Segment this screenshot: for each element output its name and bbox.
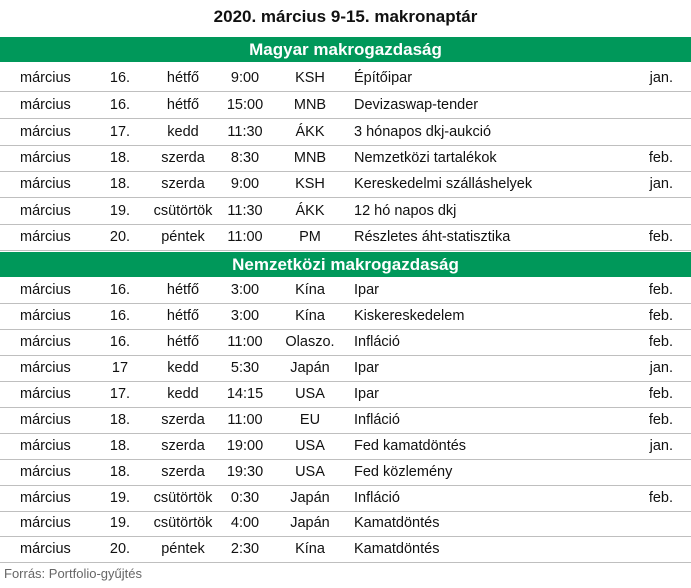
cell-month: március bbox=[20, 438, 71, 454]
table-row bbox=[0, 408, 691, 434]
cell-source: USA bbox=[295, 438, 325, 454]
cell-period: feb. bbox=[648, 308, 673, 324]
cell-month: március bbox=[20, 150, 71, 166]
cell-weekday: kedd bbox=[167, 386, 199, 402]
cell-event: Fed közlemény bbox=[354, 464, 453, 480]
table-row bbox=[0, 537, 691, 563]
cell-weekday: hétfő bbox=[166, 70, 200, 86]
cell-weekday: szerda bbox=[161, 150, 205, 166]
cell-day: 16. bbox=[109, 70, 131, 86]
cell-weekday: hétfő bbox=[166, 308, 200, 324]
cell-source: Olaszo. bbox=[285, 334, 335, 350]
cell-month: március bbox=[20, 229, 71, 245]
cell-event: Infláció bbox=[354, 334, 400, 350]
cell-weekday: péntek bbox=[161, 541, 205, 557]
cell-time: 2:30 bbox=[230, 541, 260, 557]
cell-weekday: szerda bbox=[161, 438, 205, 454]
table-row bbox=[0, 460, 691, 486]
section-header-international: Nemzetközi makrogazdaság bbox=[0, 252, 691, 277]
cell-day: 20. bbox=[109, 541, 131, 557]
cell-source: Japán bbox=[290, 360, 330, 376]
cell-event: Devizaswap-tender bbox=[354, 97, 479, 113]
cell-event: 3 hónapos dkj-aukció bbox=[354, 124, 492, 140]
table-row bbox=[0, 511, 691, 537]
cell-weekday: szerda bbox=[161, 464, 205, 480]
cell-source: USA bbox=[295, 464, 325, 480]
cell-month: március bbox=[20, 282, 71, 298]
cell-day: 18. bbox=[109, 176, 131, 192]
cell-month: március bbox=[20, 97, 71, 113]
cell-day: 17 bbox=[111, 360, 129, 376]
cell-time: 11:30 bbox=[227, 124, 263, 140]
cell-weekday: kedd bbox=[167, 360, 199, 376]
cell-weekday: kedd bbox=[167, 124, 199, 140]
cell-month: március bbox=[20, 70, 71, 86]
cell-source: Kína bbox=[295, 282, 325, 298]
cell-weekday: péntek bbox=[161, 229, 205, 245]
cell-source: Japán bbox=[290, 490, 330, 506]
cell-event: Kiskereskedelem bbox=[354, 308, 465, 324]
cell-period: jan. bbox=[649, 176, 673, 192]
table-row bbox=[0, 486, 691, 512]
table-row bbox=[0, 434, 691, 460]
cell-period: feb. bbox=[648, 490, 673, 506]
cell-month: március bbox=[20, 515, 71, 531]
cell-period: feb. bbox=[648, 412, 673, 428]
cell-weekday: csütörtök bbox=[153, 515, 213, 531]
cell-source: Japán bbox=[290, 515, 330, 531]
table-row bbox=[0, 356, 691, 382]
cell-day: 18. bbox=[109, 464, 131, 480]
table-row bbox=[0, 146, 691, 172]
cell-event: Építőipar bbox=[354, 70, 413, 86]
cell-time: 19:30 bbox=[226, 464, 264, 480]
cell-day: 20. bbox=[109, 229, 131, 245]
cell-period: jan. bbox=[649, 360, 673, 376]
cell-month: március bbox=[20, 412, 71, 428]
cell-time: 19:00 bbox=[226, 438, 264, 454]
cell-period: feb. bbox=[648, 229, 673, 245]
cell-time: 8:30 bbox=[230, 150, 260, 166]
cell-day: 16. bbox=[109, 282, 131, 298]
cell-day: 16. bbox=[109, 334, 131, 350]
cell-day: 18. bbox=[109, 412, 131, 428]
cell-day: 16. bbox=[109, 308, 131, 324]
cell-period: feb. bbox=[648, 386, 673, 402]
cell-event: Ipar bbox=[354, 386, 379, 402]
cell-month: március bbox=[20, 308, 71, 324]
cell-source: KSH bbox=[295, 70, 325, 86]
cell-month: március bbox=[20, 464, 71, 480]
cell-day: 18. bbox=[109, 150, 131, 166]
table-row bbox=[0, 120, 691, 146]
cell-period: jan. bbox=[649, 70, 673, 86]
table-row bbox=[0, 172, 691, 198]
cell-event: Kamatdöntés bbox=[354, 541, 440, 557]
cell-weekday: csütörtök bbox=[153, 203, 213, 219]
cell-event: Nemzetközi tartalékok bbox=[354, 150, 497, 166]
cell-time: 5:30 bbox=[230, 360, 260, 376]
cell-month: március bbox=[20, 386, 71, 402]
section-header-hungarian: Magyar makrogazdaság bbox=[0, 37, 691, 62]
cell-period: feb. bbox=[648, 150, 673, 166]
cell-day: 19. bbox=[109, 490, 131, 506]
cell-month: március bbox=[20, 360, 71, 376]
cell-source: ÁKK bbox=[295, 124, 325, 140]
cell-time: 3:00 bbox=[230, 308, 260, 324]
cell-event: Kereskedelmi szálláshelyek bbox=[354, 176, 533, 192]
cell-event: Infláció bbox=[354, 412, 400, 428]
cell-source: USA bbox=[295, 386, 325, 402]
table-row bbox=[0, 382, 691, 408]
cell-period: jan. bbox=[649, 438, 673, 454]
cell-event: Ipar bbox=[354, 360, 379, 376]
source-note: Forrás: Portfolio-gyűjtés bbox=[4, 566, 142, 581]
cell-time: 9:00 bbox=[230, 176, 260, 192]
cell-source: MNB bbox=[293, 97, 327, 113]
cell-weekday: hétfő bbox=[166, 282, 200, 298]
cell-month: március bbox=[20, 124, 71, 140]
table-row bbox=[0, 199, 691, 225]
cell-event: Infláció bbox=[354, 490, 400, 506]
table-row bbox=[0, 330, 691, 356]
cell-month: március bbox=[20, 203, 71, 219]
cell-source: MNB bbox=[293, 150, 327, 166]
cell-month: március bbox=[20, 176, 71, 192]
table-row bbox=[0, 66, 691, 92]
cell-time: 4:00 bbox=[230, 515, 260, 531]
cell-time: 11:00 bbox=[227, 229, 263, 245]
table-row bbox=[0, 93, 691, 119]
cell-event: Ipar bbox=[354, 282, 379, 298]
cell-source: KSH bbox=[295, 176, 325, 192]
cell-event: Részletes áht-statisztika bbox=[354, 229, 511, 245]
cell-source: ÁKK bbox=[295, 203, 325, 219]
cell-time: 11:00 bbox=[227, 412, 263, 428]
cell-weekday: hétfő bbox=[166, 334, 200, 350]
cell-time: 0:30 bbox=[230, 490, 260, 506]
cell-day: 19. bbox=[109, 515, 131, 531]
cell-time: 15:00 bbox=[226, 97, 264, 113]
cell-period: feb. bbox=[648, 282, 673, 298]
cell-event: 12 hó napos dkj bbox=[354, 203, 457, 219]
cell-day: 19. bbox=[109, 203, 131, 219]
cell-period: feb. bbox=[648, 334, 673, 350]
cell-event: Kamatdöntés bbox=[354, 515, 440, 531]
cell-source: EU bbox=[299, 412, 321, 428]
cell-day: 16. bbox=[109, 97, 131, 113]
table-row bbox=[0, 304, 691, 330]
cell-time: 3:00 bbox=[230, 282, 260, 298]
table-row bbox=[0, 225, 691, 251]
cell-source: PM bbox=[299, 229, 321, 245]
cell-weekday: szerda bbox=[161, 412, 205, 428]
cell-day: 17. bbox=[109, 124, 131, 140]
cell-time: 14:15 bbox=[226, 386, 264, 402]
cell-weekday: hétfő bbox=[166, 97, 200, 113]
cell-source: Kína bbox=[295, 308, 325, 324]
cell-time: 11:00 bbox=[227, 334, 263, 350]
cell-month: március bbox=[20, 541, 71, 557]
cell-time: 11:30 bbox=[227, 203, 263, 219]
cell-weekday: szerda bbox=[161, 176, 205, 192]
cell-month: március bbox=[20, 490, 71, 506]
cell-day: 18. bbox=[109, 438, 131, 454]
cell-event: Fed kamatdöntés bbox=[354, 438, 467, 454]
cell-source: Kína bbox=[295, 541, 325, 557]
cell-time: 9:00 bbox=[230, 70, 260, 86]
cell-weekday: csütörtök bbox=[153, 490, 213, 506]
table-row bbox=[0, 278, 691, 304]
cell-month: március bbox=[20, 334, 71, 350]
page-title: 2020. március 9-15. makronaptár bbox=[213, 7, 478, 26]
cell-day: 17. bbox=[109, 386, 131, 402]
